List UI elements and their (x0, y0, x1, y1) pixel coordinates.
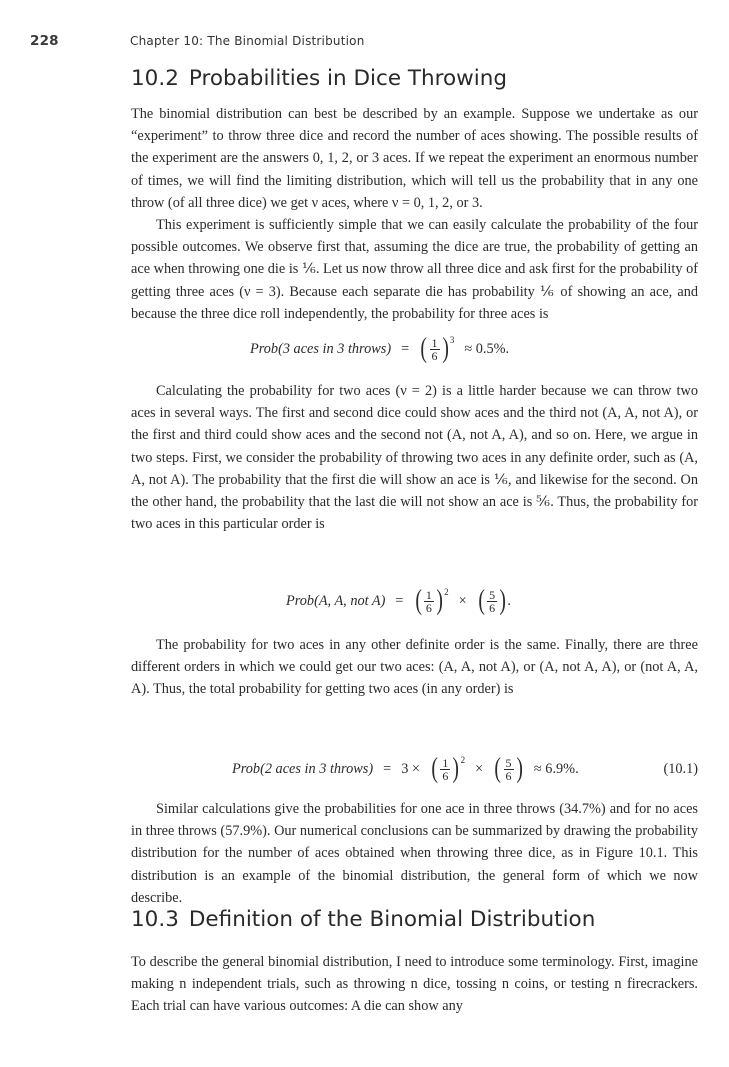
running-header (30, 33, 365, 49)
exponent: 3 (449, 335, 455, 345)
paragraph-6: To describe the general binomial distribution, I need to introduce some terminology. First, imagine making n independent trials, such as throwing n dice, tossing n coins, or testing n firecrackers. Each trial can have various outcomes: A die can show any (131, 954, 698, 1015)
eq1-lhs: Prob(3 aces in 3 throws) (250, 340, 392, 357)
section-title: Probabilities in Dice Throwing (188, 66, 507, 91)
paragraph-3: Calculating the probability for two aces (ν = 2) is a little harder because we can throw two aces in several ways. The first and second dice could show aces and the third not (A, A, not A), or the first and third could show aces and the second not (A, not A, A), and so on. Here, we argue in two steps. First, we consider the probability of throwing two aces in any definite order, such as (A, A, not A). The probability that the first die will show an ace is ⅙, and likewise for the second. On the other hand, the probability that the last die will not show an ace is ⅚. Thus, the probability for two aces in this particular order is (131, 383, 698, 533)
eq3-equals: = (383, 760, 392, 777)
paragraph-1: The binomial distribution can best be described by an example. Suppose we undertake as our “experiment” to throw three dice and record the number of aces showing. The possible results of the experiment are the answers 0, 1, 2, or 3 aces. If we repeat the experiment an enormous number of times, we will find the limiting distribution, which will tell us the probability that in any one throw (of all three dice) we get ν aces, where ν = 0, 1, 2, or 3. (131, 106, 698, 211)
section-title: Definition of the Binomial Distribution (188, 907, 596, 932)
section-number: 10.2 (131, 66, 179, 91)
eq1-equals: = (401, 340, 410, 357)
equation-number: (10.1) (663, 760, 698, 777)
exponent: 2 (444, 587, 449, 597)
fraction-one-sixth: $\frac{1}{6}$ (442, 755, 449, 783)
section-heading-10-2 (131, 66, 507, 91)
page-number: 228 (30, 33, 59, 49)
equation-ordered-two-aces: Prob(A, A, not A) = ( $\frac{1}{6}$ ) $^2$ × ( $\frac{5}{6}$ ) . (286, 585, 511, 616)
paragraph-block-3 (131, 634, 698, 701)
fraction-one-sixth: $\frac{1}{6}$ (431, 335, 438, 363)
paragraph-4: The probability for two aces in any other definite order is the same. Finally, there are three different orders in which we could get our two aces: (A, A, not A), or (A, not A, A), or (not A, A, A). Thus, the total probability for getting two aces (in any order) is (131, 637, 698, 698)
chapter-title: Chapter 10: The Binomial Distribution (130, 34, 365, 48)
paragraph-block-1 (131, 103, 698, 325)
section-number: 10.3 (131, 907, 179, 932)
exponent: 2 (460, 755, 466, 765)
eq1-result: ≈ 0.5%. (464, 340, 510, 357)
times-sign: × (475, 760, 484, 777)
times-sign: × (458, 592, 467, 609)
equation-three-aces: Prob(3 aces in 3 throws) = ( $\frac{1}{6}$ ) $^3$ ≈ 0.5%. (250, 333, 510, 364)
eq2-equals: = (395, 592, 404, 609)
paragraph-2: This experiment is sufficiently simple that we can easily calculate the probability of the four possible outcomes. We observe first that, assuming the dice are true, the probability of getting an ace when throwing one die is ⅙. Let us now throw all three dice and ask first for the probability of getting three aces (ν = 3). Because each separate die has probability ⅙ of showing an ace, and because the three dice roll independently, the probability for three aces is (131, 217, 698, 322)
paragraph-5: Similar calculations give the probabilities for one ace in three throws (34.7%) and for no aces in three throws (57.9%). Our numerical conclusions can be summarized by drawing the probability distribution for the number of aces obtained when throwing three dice, as in Figure 10.1. This distribution is an example of the binomial distribution, the general form of which we now describe. (131, 801, 698, 906)
fraction-five-sixths: $\frac{5}{6}$ (505, 755, 512, 783)
paragraph-block-5 (131, 951, 698, 1018)
fraction-five-sixths: $\frac{5}{6}$ (489, 587, 496, 615)
section-heading-10-3 (131, 907, 595, 932)
eq3-coefficient: 3 × (401, 760, 420, 777)
fraction-one-sixth: $\frac{1}{6}$ (425, 587, 432, 615)
eq2-lhs: Prob(A, A, not A) (286, 592, 386, 609)
period: . (507, 592, 511, 609)
paragraph-block-2 (131, 380, 698, 535)
eq3-lhs: Prob(2 aces in 3 throws) (232, 760, 374, 777)
eq3-result: ≈ 6.9%. (533, 760, 579, 777)
paragraph-block-4 (131, 798, 698, 909)
equation-10-1: Prob(2 aces in 3 throws) = 3 × ( $\frac{1}{6}$ ) $^2$ × ( $\frac{5}{6}$ ) ≈ 6.9%. (10.1) (131, 749, 698, 789)
